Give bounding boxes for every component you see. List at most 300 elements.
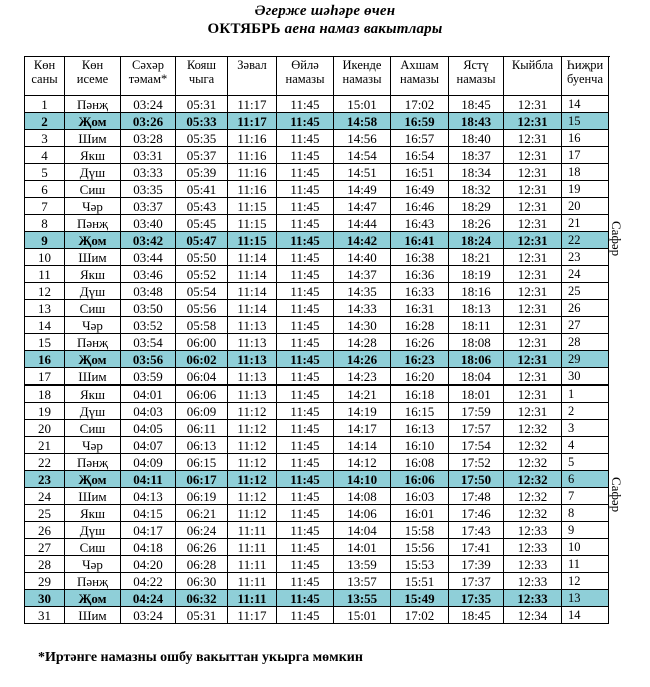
cell-day-name: Шим bbox=[65, 130, 121, 147]
document-subtitle bbox=[0, 21, 650, 38]
cell-day-name: Чәр bbox=[65, 317, 121, 334]
cell-hijri-day: 1 bbox=[562, 385, 609, 403]
cell-day-number: 8 bbox=[25, 215, 65, 232]
cell-hijri-day: 16 bbox=[562, 130, 609, 147]
cell-isha: 18:19 bbox=[449, 266, 504, 283]
table-body bbox=[25, 96, 624, 624]
cell-dhuhr: 11:45 bbox=[277, 403, 334, 420]
cell-maghrib: 16:06 bbox=[391, 471, 449, 488]
cell-isha: 18:24 bbox=[449, 232, 504, 249]
cell-hijri-day: 4 bbox=[562, 437, 609, 454]
cell-hijri-day: 18 bbox=[562, 164, 609, 181]
cell-asr: 14:04 bbox=[334, 522, 391, 539]
cell-hijri-day: 20 bbox=[562, 198, 609, 215]
footnote: *Иртәнге намазны ошбу вакыттан укырга мөмкин bbox=[38, 650, 363, 665]
cell-day-number: 20 bbox=[25, 420, 65, 437]
cell-day-number: 19 bbox=[25, 403, 65, 420]
cell-qibla: 12:31 bbox=[504, 130, 562, 147]
cell-qibla: 12:33 bbox=[504, 539, 562, 556]
cell-day-name: Сиш bbox=[65, 420, 121, 437]
cell-qibla: 12:33 bbox=[504, 556, 562, 573]
cell-isha: 17:46 bbox=[449, 505, 504, 522]
cell-day-name: Җом bbox=[65, 232, 121, 249]
cell-maghrib: 16:23 bbox=[391, 351, 449, 368]
table-row bbox=[25, 283, 609, 300]
cell-suhur: 03:35 bbox=[121, 181, 176, 198]
cell-day-number: 3 bbox=[25, 130, 65, 147]
cell-zawal: 11:12 bbox=[228, 420, 277, 437]
cell-zawal: 11:11 bbox=[228, 539, 277, 556]
cell-day-name: Чәр bbox=[65, 437, 121, 454]
cell-isha: 18:29 bbox=[449, 198, 504, 215]
cell-asr: 14:23 bbox=[334, 368, 391, 386]
cell-suhur: 04:15 bbox=[121, 505, 176, 522]
cell-zawal: 11:17 bbox=[228, 96, 277, 113]
cell-hijri-day: 14 bbox=[562, 607, 609, 624]
cell-isha: 17:48 bbox=[449, 488, 504, 505]
cell-qibla: 12:31 bbox=[504, 96, 562, 113]
cell-isha: 18:06 bbox=[449, 351, 504, 368]
cell-isha: 18:11 bbox=[449, 317, 504, 334]
cell-day-number: 27 bbox=[25, 539, 65, 556]
cell-day-name: Җом bbox=[65, 351, 121, 368]
table-row bbox=[25, 334, 609, 351]
cell-sunrise: 05:52 bbox=[176, 266, 228, 283]
cell-suhur: 03:44 bbox=[121, 249, 176, 266]
table-row bbox=[25, 300, 609, 317]
cell-suhur: 03:31 bbox=[121, 147, 176, 164]
cell-dhuhr: 11:45 bbox=[277, 437, 334, 454]
table-row bbox=[25, 317, 609, 334]
cell-dhuhr: 11:45 bbox=[277, 368, 334, 386]
table-row bbox=[25, 522, 609, 539]
cell-day-number: 14 bbox=[25, 317, 65, 334]
header-maghrib: Ахшам намазы bbox=[391, 57, 449, 96]
cell-dhuhr: 11:45 bbox=[277, 471, 334, 488]
cell-maghrib: 16:20 bbox=[391, 368, 449, 386]
cell-dhuhr: 11:45 bbox=[277, 215, 334, 232]
cell-hijri-day: 5 bbox=[562, 454, 609, 471]
header-sunrise: Кояш чыга bbox=[176, 57, 228, 96]
header-qibla: Кыйбла bbox=[504, 57, 562, 96]
cell-suhur: 04:07 bbox=[121, 437, 176, 454]
cell-suhur: 03:59 bbox=[121, 368, 176, 386]
cell-dhuhr: 11:45 bbox=[277, 147, 334, 164]
cell-hijri-day: 7 bbox=[562, 488, 609, 505]
cell-day-name: Шим bbox=[65, 249, 121, 266]
cell-day-number: 4 bbox=[25, 147, 65, 164]
cell-day-number: 18 bbox=[25, 385, 65, 403]
cell-day-number: 30 bbox=[25, 590, 65, 607]
cell-isha: 17:57 bbox=[449, 420, 504, 437]
cell-zawal: 11:14 bbox=[228, 283, 277, 300]
cell-day-name: Пәнҗ bbox=[65, 573, 121, 590]
cell-sunrise: 06:15 bbox=[176, 454, 228, 471]
table-row bbox=[25, 215, 609, 232]
cell-sunrise: 05:33 bbox=[176, 113, 228, 130]
cell-sunrise: 06:21 bbox=[176, 505, 228, 522]
cell-day-name: Чәр bbox=[65, 198, 121, 215]
cell-dhuhr: 11:45 bbox=[277, 198, 334, 215]
cell-sunrise: 06:26 bbox=[176, 539, 228, 556]
cell-dhuhr: 11:45 bbox=[277, 181, 334, 198]
cell-isha: 18:43 bbox=[449, 113, 504, 130]
header-hijri: Һиҗри буенча bbox=[562, 57, 609, 96]
cell-suhur: 04:20 bbox=[121, 556, 176, 573]
cell-dhuhr: 11:45 bbox=[277, 113, 334, 130]
cell-zawal: 11:16 bbox=[228, 164, 277, 181]
cell-day-name: Дүш bbox=[65, 283, 121, 300]
cell-asr: 14:33 bbox=[334, 300, 391, 317]
cell-sunrise: 06:11 bbox=[176, 420, 228, 437]
cell-day-name: Сиш bbox=[65, 181, 121, 198]
cell-isha: 18:26 bbox=[449, 215, 504, 232]
cell-dhuhr: 11:45 bbox=[277, 317, 334, 334]
cell-sunrise: 06:28 bbox=[176, 556, 228, 573]
cell-qibla: 12:32 bbox=[504, 454, 562, 471]
cell-sunrise: 06:30 bbox=[176, 573, 228, 590]
cell-qibla: 12:31 bbox=[504, 147, 562, 164]
cell-maghrib: 16:10 bbox=[391, 437, 449, 454]
cell-qibla: 12:31 bbox=[504, 403, 562, 420]
cell-day-name: Шим bbox=[65, 607, 121, 624]
cell-isha: 17:41 bbox=[449, 539, 504, 556]
cell-suhur: 04:22 bbox=[121, 573, 176, 590]
table-row bbox=[25, 437, 609, 454]
cell-sunrise: 06:09 bbox=[176, 403, 228, 420]
table-row bbox=[25, 368, 609, 386]
cell-qibla: 12:31 bbox=[504, 300, 562, 317]
header-zawal: Зәвал bbox=[228, 57, 277, 96]
hijri-month-text: Сафәр bbox=[609, 476, 624, 513]
cell-qibla: 12:31 bbox=[504, 164, 562, 181]
cell-dhuhr: 11:45 bbox=[277, 266, 334, 283]
cell-isha: 17:39 bbox=[449, 556, 504, 573]
cell-sunrise: 05:41 bbox=[176, 181, 228, 198]
cell-sunrise: 05:43 bbox=[176, 198, 228, 215]
cell-suhur: 04:05 bbox=[121, 420, 176, 437]
table-row bbox=[25, 249, 609, 266]
cell-qibla: 12:31 bbox=[504, 368, 562, 386]
header-isha: Ястү намазы bbox=[449, 57, 504, 96]
cell-day-number: 5 bbox=[25, 164, 65, 181]
month-name: ОКТЯБРЬ bbox=[207, 21, 281, 37]
cell-dhuhr: 11:45 bbox=[277, 573, 334, 590]
cell-asr: 14:49 bbox=[334, 181, 391, 198]
cell-day-name: Сиш bbox=[65, 300, 121, 317]
cell-hijri-day: 10 bbox=[562, 539, 609, 556]
cell-hijri-day: 11 bbox=[562, 556, 609, 573]
cell-suhur: 03:24 bbox=[121, 96, 176, 113]
cell-sunrise: 06:24 bbox=[176, 522, 228, 539]
cell-maghrib: 17:02 bbox=[391, 607, 449, 624]
cell-sunrise: 06:04 bbox=[176, 368, 228, 386]
cell-maghrib: 16:08 bbox=[391, 454, 449, 471]
document-title: Әгерже шәһәре өчен bbox=[254, 3, 396, 19]
prayer-times-table bbox=[24, 56, 624, 624]
table-row bbox=[25, 113, 609, 130]
cell-hijri-day: 19 bbox=[562, 181, 609, 198]
cell-sunrise: 06:02 bbox=[176, 351, 228, 368]
cell-maghrib: 16:13 bbox=[391, 420, 449, 437]
cell-hijri-day: 29 bbox=[562, 351, 609, 368]
cell-zawal: 11:11 bbox=[228, 590, 277, 607]
header-asr: Икенде намазы bbox=[334, 57, 391, 96]
cell-hijri-day: 21 bbox=[562, 215, 609, 232]
cell-zawal: 11:13 bbox=[228, 334, 277, 351]
cell-maghrib: 16:03 bbox=[391, 488, 449, 505]
cell-maghrib: 16:38 bbox=[391, 249, 449, 266]
cell-day-name: Шим bbox=[65, 368, 121, 386]
cell-isha: 18:37 bbox=[449, 147, 504, 164]
cell-zawal: 11:11 bbox=[228, 522, 277, 539]
cell-asr: 14:19 bbox=[334, 403, 391, 420]
cell-hijri-day: 27 bbox=[562, 317, 609, 334]
cell-zawal: 11:13 bbox=[228, 351, 277, 368]
cell-suhur: 04:13 bbox=[121, 488, 176, 505]
cell-suhur: 03:52 bbox=[121, 317, 176, 334]
cell-day-number: 2 bbox=[25, 113, 65, 130]
cell-sunrise: 06:32 bbox=[176, 590, 228, 607]
cell-asr: 14:56 bbox=[334, 130, 391, 147]
table-row bbox=[25, 420, 609, 437]
cell-maghrib: 16:57 bbox=[391, 130, 449, 147]
hijri-month-text: Сафәр bbox=[609, 220, 624, 257]
cell-hijri-day: 25 bbox=[562, 283, 609, 300]
cell-asr: 14:01 bbox=[334, 539, 391, 556]
cell-day-number: 24 bbox=[25, 488, 65, 505]
cell-qibla: 12:31 bbox=[504, 181, 562, 198]
cell-sunrise: 06:19 bbox=[176, 488, 228, 505]
cell-maghrib: 16:31 bbox=[391, 300, 449, 317]
table-row bbox=[25, 607, 609, 624]
cell-asr: 14:21 bbox=[334, 385, 391, 403]
cell-maghrib: 15:53 bbox=[391, 556, 449, 573]
cell-isha: 18:21 bbox=[449, 249, 504, 266]
cell-zawal: 11:15 bbox=[228, 198, 277, 215]
cell-asr: 14:08 bbox=[334, 488, 391, 505]
cell-hijri-day: 13 bbox=[562, 590, 609, 607]
table-row bbox=[25, 164, 609, 181]
cell-day-name: Якш bbox=[65, 266, 121, 283]
cell-isha: 18:13 bbox=[449, 300, 504, 317]
cell-asr: 14:28 bbox=[334, 334, 391, 351]
cell-qibla: 12:34 bbox=[504, 607, 562, 624]
cell-qibla: 12:31 bbox=[504, 385, 562, 403]
cell-maghrib: 15:56 bbox=[391, 539, 449, 556]
table-row bbox=[25, 266, 609, 283]
cell-isha: 17:54 bbox=[449, 437, 504, 454]
cell-suhur: 03:48 bbox=[121, 283, 176, 300]
cell-isha: 17:37 bbox=[449, 573, 504, 590]
cell-asr: 14:26 bbox=[334, 351, 391, 368]
cell-day-number: 21 bbox=[25, 437, 65, 454]
cell-suhur: 04:11 bbox=[121, 471, 176, 488]
cell-zawal: 11:16 bbox=[228, 181, 277, 198]
cell-day-number: 31 bbox=[25, 607, 65, 624]
cell-sunrise: 06:00 bbox=[176, 334, 228, 351]
cell-asr: 13:57 bbox=[334, 573, 391, 590]
cell-day-number: 11 bbox=[25, 266, 65, 283]
table-row bbox=[25, 147, 609, 164]
cell-hijri-day: 2 bbox=[562, 403, 609, 420]
cell-dhuhr: 11:45 bbox=[277, 232, 334, 249]
cell-dhuhr: 11:45 bbox=[277, 454, 334, 471]
cell-day-number: 10 bbox=[25, 249, 65, 266]
cell-dhuhr: 11:45 bbox=[277, 385, 334, 403]
cell-qibla: 12:32 bbox=[504, 437, 562, 454]
cell-dhuhr: 11:45 bbox=[277, 420, 334, 437]
cell-hijri-day: 26 bbox=[562, 300, 609, 317]
cell-dhuhr: 11:45 bbox=[277, 300, 334, 317]
cell-dhuhr: 11:45 bbox=[277, 96, 334, 113]
cell-hijri-day: 3 bbox=[562, 420, 609, 437]
cell-maghrib: 16:36 bbox=[391, 266, 449, 283]
cell-suhur: 04:24 bbox=[121, 590, 176, 607]
cell-asr: 15:01 bbox=[334, 607, 391, 624]
cell-isha: 18:16 bbox=[449, 283, 504, 300]
cell-hijri-day: 24 bbox=[562, 266, 609, 283]
table-row bbox=[25, 351, 609, 368]
cell-sunrise: 05:31 bbox=[176, 96, 228, 113]
cell-dhuhr: 11:45 bbox=[277, 351, 334, 368]
header-day-name: Көн исеме bbox=[65, 57, 121, 96]
cell-qibla: 12:31 bbox=[504, 215, 562, 232]
table-row bbox=[25, 539, 609, 556]
cell-asr: 13:55 bbox=[334, 590, 391, 607]
cell-maghrib: 16:51 bbox=[391, 164, 449, 181]
cell-asr: 14:51 bbox=[334, 164, 391, 181]
cell-day-name: Якш bbox=[65, 147, 121, 164]
cell-asr: 14:17 bbox=[334, 420, 391, 437]
cell-asr: 14:40 bbox=[334, 249, 391, 266]
cell-zawal: 11:16 bbox=[228, 130, 277, 147]
cell-day-number: 23 bbox=[25, 471, 65, 488]
table-row bbox=[25, 232, 609, 249]
cell-hijri-day: 6 bbox=[562, 471, 609, 488]
cell-maghrib: 15:51 bbox=[391, 573, 449, 590]
cell-sunrise: 06:13 bbox=[176, 437, 228, 454]
header-dhuhr: Өйлә намазы bbox=[277, 57, 334, 96]
cell-zawal: 11:13 bbox=[228, 368, 277, 386]
cell-qibla: 12:33 bbox=[504, 522, 562, 539]
table-row bbox=[25, 488, 609, 505]
cell-hijri-day: 28 bbox=[562, 334, 609, 351]
cell-maghrib: 17:02 bbox=[391, 96, 449, 113]
table-row bbox=[25, 385, 609, 403]
subtitle-rest: аена намаз вакытлары bbox=[284, 21, 443, 37]
cell-sunrise: 06:17 bbox=[176, 471, 228, 488]
cell-maghrib: 16:15 bbox=[391, 403, 449, 420]
cell-isha: 18:40 bbox=[449, 130, 504, 147]
cell-maghrib: 16:01 bbox=[391, 505, 449, 522]
cell-qibla: 12:31 bbox=[504, 249, 562, 266]
cell-dhuhr: 11:45 bbox=[277, 249, 334, 266]
cell-day-number: 6 bbox=[25, 181, 65, 198]
cell-maghrib: 16:33 bbox=[391, 283, 449, 300]
table-row bbox=[25, 556, 609, 573]
cell-sunrise: 05:35 bbox=[176, 130, 228, 147]
table-row bbox=[25, 181, 609, 198]
cell-day-number: 29 bbox=[25, 573, 65, 590]
cell-maghrib: 16:59 bbox=[391, 113, 449, 130]
cell-sunrise: 05:31 bbox=[176, 607, 228, 624]
cell-day-name: Пәнҗ bbox=[65, 96, 121, 113]
cell-day-number: 25 bbox=[25, 505, 65, 522]
cell-isha: 18:34 bbox=[449, 164, 504, 181]
cell-dhuhr: 11:45 bbox=[277, 488, 334, 505]
cell-qibla: 12:32 bbox=[504, 420, 562, 437]
cell-day-number: 12 bbox=[25, 283, 65, 300]
cell-sunrise: 05:50 bbox=[176, 249, 228, 266]
cell-zawal: 11:15 bbox=[228, 215, 277, 232]
cell-qibla: 12:31 bbox=[504, 113, 562, 130]
cell-zawal: 11:12 bbox=[228, 437, 277, 454]
cell-hijri-day: 15 bbox=[562, 113, 609, 130]
cell-sunrise: 05:45 bbox=[176, 215, 228, 232]
cell-qibla: 12:31 bbox=[504, 351, 562, 368]
cell-isha: 18:01 bbox=[449, 385, 504, 403]
cell-maghrib: 15:58 bbox=[391, 522, 449, 539]
cell-dhuhr: 11:45 bbox=[277, 539, 334, 556]
cell-qibla: 12:31 bbox=[504, 317, 562, 334]
cell-dhuhr: 11:45 bbox=[277, 283, 334, 300]
table-row bbox=[25, 403, 609, 420]
cell-qibla: 12:32 bbox=[504, 471, 562, 488]
cell-day-name: Шим bbox=[65, 488, 121, 505]
cell-suhur: 04:01 bbox=[121, 385, 176, 403]
cell-suhur: 03:40 bbox=[121, 215, 176, 232]
cell-hijri-day: 30 bbox=[562, 368, 609, 386]
cell-day-number: 28 bbox=[25, 556, 65, 573]
cell-maghrib: 16:43 bbox=[391, 215, 449, 232]
cell-maghrib: 16:54 bbox=[391, 147, 449, 164]
table-row bbox=[25, 130, 609, 147]
cell-day-number: 1 bbox=[25, 96, 65, 113]
cell-isha: 18:32 bbox=[449, 181, 504, 198]
cell-dhuhr: 11:45 bbox=[277, 556, 334, 573]
cell-suhur: 03:33 bbox=[121, 164, 176, 181]
cell-day-number: 9 bbox=[25, 232, 65, 249]
cell-dhuhr: 11:45 bbox=[277, 130, 334, 147]
cell-asr: 14:06 bbox=[334, 505, 391, 522]
cell-suhur: 04:17 bbox=[121, 522, 176, 539]
cell-suhur: 03:26 bbox=[121, 113, 176, 130]
cell-hijri-day: 12 bbox=[562, 573, 609, 590]
cell-zawal: 11:12 bbox=[228, 505, 277, 522]
cell-suhur: 03:24 bbox=[121, 607, 176, 624]
cell-hijri-day: 8 bbox=[562, 505, 609, 522]
cell-day-number: 7 bbox=[25, 198, 65, 215]
cell-qibla: 12:33 bbox=[504, 573, 562, 590]
cell-day-number: 16 bbox=[25, 351, 65, 368]
cell-asr: 14:12 bbox=[334, 454, 391, 471]
cell-suhur: 04:18 bbox=[121, 539, 176, 556]
cell-maghrib: 16:41 bbox=[391, 232, 449, 249]
cell-day-name: Җом bbox=[65, 113, 121, 130]
cell-day-name: Пәнҗ bbox=[65, 454, 121, 471]
cell-isha: 17:43 bbox=[449, 522, 504, 539]
cell-zawal: 11:12 bbox=[228, 488, 277, 505]
cell-zawal: 11:11 bbox=[228, 573, 277, 590]
cell-asr: 14:14 bbox=[334, 437, 391, 454]
table-row bbox=[25, 454, 609, 471]
cell-day-number: 22 bbox=[25, 454, 65, 471]
cell-day-name: Дүш bbox=[65, 164, 121, 181]
cell-zawal: 11:17 bbox=[228, 607, 277, 624]
cell-zawal: 11:14 bbox=[228, 249, 277, 266]
cell-asr: 14:35 bbox=[334, 283, 391, 300]
